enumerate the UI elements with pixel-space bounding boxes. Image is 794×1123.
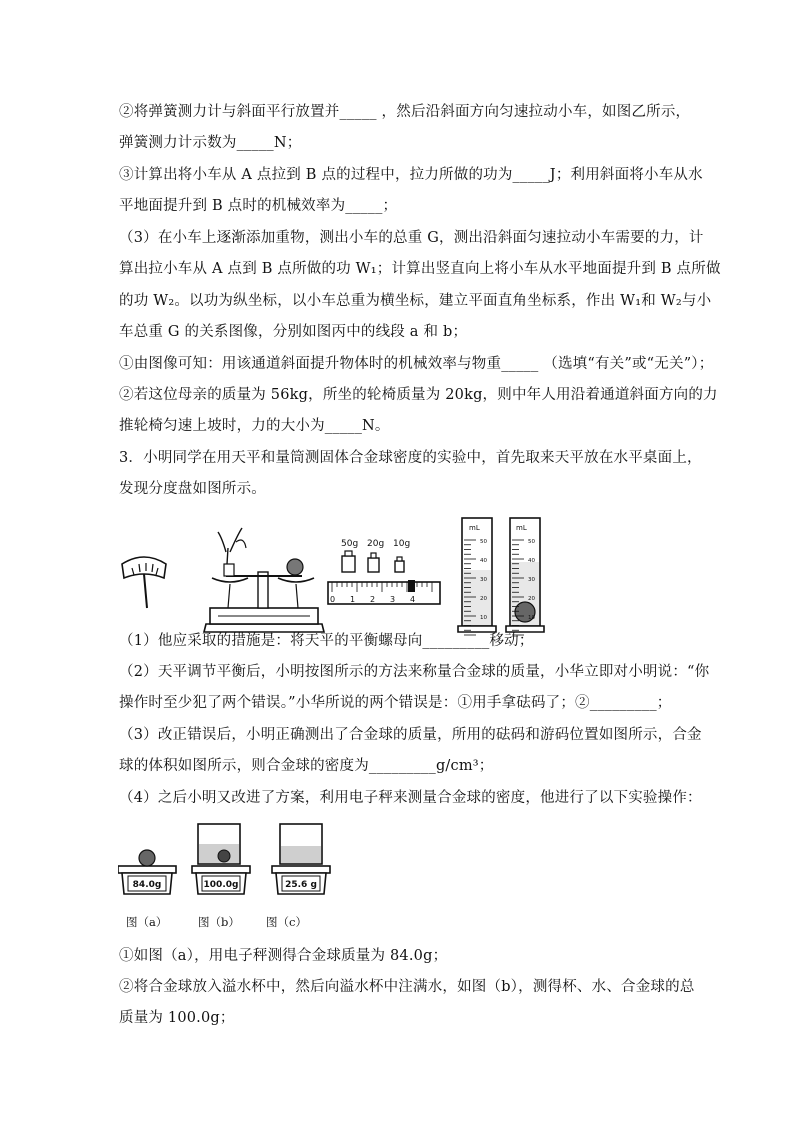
- text-line-7: 的功 W₂。以功为纵坐标，以小车总重为横坐标，建立平面直角坐标系，作出 W₁和 W₂与小: [119, 293, 712, 309]
- caption-a: 图（a）: [126, 915, 168, 929]
- caption-b: 图（b）: [198, 915, 240, 929]
- step-1-line: ①如图（a），用电子秤测得合金球质量为 84.0g；: [119, 948, 448, 964]
- scale-b-reading: 100.0g: [203, 880, 239, 890]
- text-line-5: （3）在小车上逐渐添加重物，测出小车的总重 G，测出沿斜面匀速拉动小车需要的力，计: [119, 230, 704, 246]
- text-line-18: 球的体积如图所示，则合金球的密度为_________g/cm³；: [119, 758, 494, 774]
- question-3-part-2: （2）天平调节平衡后，小明按图所示的方法来称量合金球的质量，小华立即对小明说：“你: [119, 664, 710, 680]
- text-line-3: ③计算出将小车从 A 点拉到 B 点的过程中，拉力所做的功为_____J；利用斜面将小车从水: [119, 167, 703, 183]
- weight-label-10g: 10g: [393, 539, 411, 549]
- weight-label-20g: 20g: [367, 539, 385, 549]
- step-2-line-cont: 质量为 100.0g；: [119, 1010, 235, 1026]
- cyl1-tick-10: 10: [480, 615, 487, 621]
- weights-set-icon: [341, 539, 410, 572]
- scale-c-reading: 25.6 g: [285, 880, 317, 890]
- step-2-line: ②将合金球放入溢水杯中，然后向溢水杯中注满水，如图（b），测得杯、水、合金球的总: [119, 979, 695, 995]
- ruler-tick-2: 2: [370, 595, 376, 604]
- ruler-tick-3: 3: [390, 595, 396, 604]
- electronic-scale-figure: [118, 822, 348, 934]
- cyl1-tick-30: 30: [480, 577, 487, 583]
- text-line-8: 车总重 G 的关系图像，分别如图丙中的线段 a 和 b；: [119, 324, 468, 340]
- ruler-tick-1: 1: [350, 595, 356, 604]
- graduated-cylinder-water-icon: [458, 518, 496, 635]
- cyl2-tick-50: 50: [528, 539, 535, 545]
- rider-ruler-icon: [328, 580, 440, 604]
- cylinder-2-unit: mL: [516, 524, 527, 532]
- scale-a-reading: 84.0g: [132, 880, 162, 890]
- ruler-tick-0: 0: [330, 595, 336, 604]
- graduated-cylinder-ball-icon: [506, 518, 544, 635]
- cyl2-tick-40: 40: [528, 558, 535, 564]
- text-line-4: 平地面提升到 B 点时的机械效率为_____；: [119, 198, 398, 214]
- cyl1-tick-50: 50: [480, 539, 487, 545]
- ruler-tick-4: 4: [410, 595, 416, 604]
- text-line-2: 弹簧测力计示数为_____N；: [119, 135, 302, 151]
- cyl2-tick-20: 20: [528, 596, 535, 602]
- text-line-16: 操作时至少犯了两个错误。”小华所说的两个错误是：①用手拿砝码了；②_________；: [119, 695, 672, 711]
- question-3-intro: 3．小明同学在用天平和量筒测固体合金球密度的实验中，首先取来天平放在水平桌面上，: [119, 450, 702, 466]
- text-line-11: 推轮椅匀速上坡时，力的大小为_____N。: [119, 418, 390, 434]
- question-3-part-3: （3）改正错误后，小明正确测出了合金球的质量，所用的砝码和游码位置如图所示，合金: [119, 727, 702, 743]
- cyl2-tick-30: 30: [528, 577, 535, 583]
- text-line-9: ①由图像可知：用该通道斜面提升物体时的机械效率与物重_____ （选填“有关”或“无关”）；: [119, 356, 714, 372]
- text-line-10: ②若这位母亲的质量为 56kg，所坐的轮椅质量为 20kg，则中年人用沿着通道斜面方向的力: [119, 387, 718, 403]
- cyl1-tick-20: 20: [480, 596, 487, 602]
- scale-c-water-cup-icon: [272, 824, 330, 894]
- balance-experiment-figure: [118, 512, 558, 640]
- scale-b-overflow-cup-icon: [192, 824, 250, 894]
- balance-scale-icon: [204, 528, 324, 632]
- balance-pointer-dial-icon: [122, 557, 166, 608]
- text-line-13: 发现分度盘如图所示。: [119, 481, 266, 497]
- scale-a-ball-icon: [118, 850, 176, 894]
- weight-label-50g: 50g: [341, 539, 359, 549]
- text-line-6: 算出拉小车从 A 点到 B 点所做的功 W₁；计算出竖直向上将小车从水平地面提升到 B 点所做: [119, 261, 721, 277]
- question-3-part-1: （1）他应采取的措施是：将天平的平衡螺母向_________移动；: [119, 633, 534, 649]
- question-3-part-4: （4）之后小明又改进了方案，利用电子秤来测量合金球的密度，他进行了以下实验操作：: [119, 790, 702, 806]
- cyl1-tick-40: 40: [480, 558, 487, 564]
- cylinder-1-unit: mL: [469, 524, 480, 532]
- cyl2-tick-10: 10: [528, 615, 535, 621]
- caption-c: 图（c）: [266, 915, 307, 929]
- text-line-1: ②将弹簧测力计与斜面平行放置并_____ ，然后沿斜面方向匀速拉动小车，如图乙所示，: [119, 104, 691, 120]
